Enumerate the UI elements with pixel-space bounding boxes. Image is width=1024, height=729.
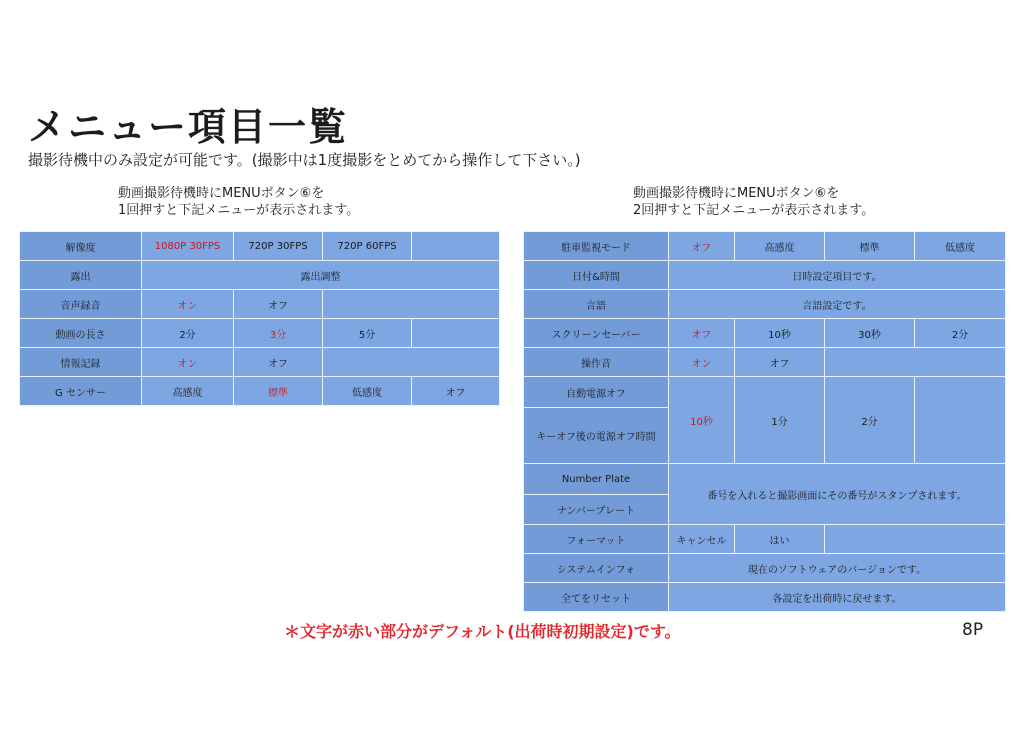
option-cell xyxy=(825,525,1006,554)
option-cell: オン xyxy=(142,290,234,319)
row-label-reset-all: 全てをリセット xyxy=(524,583,669,612)
option-cell xyxy=(323,348,500,377)
table-row xyxy=(20,290,500,319)
table-row xyxy=(524,554,1006,583)
row-label-date-time: 日付&時間 xyxy=(524,261,669,290)
option-cell: 10秒 xyxy=(735,319,825,348)
option-cell: 低感度 xyxy=(323,377,412,406)
row-label-language: 言語 xyxy=(524,290,669,319)
table-row xyxy=(524,464,1006,495)
option-cell: 1080P 30FPS xyxy=(142,232,234,261)
option-cell: 高感度 xyxy=(142,377,234,406)
option-cell: 日時設定項目です。 xyxy=(669,261,1006,290)
option-cell: 番号を入れると撮影画面にその番号がスタンプされます。 xyxy=(669,464,1006,525)
option-cell: 標準 xyxy=(234,377,323,406)
table-row xyxy=(524,583,1006,612)
table-row xyxy=(524,348,1006,377)
option-cell: 10秒 xyxy=(669,377,735,464)
left-caption-line-1: 動画撮影待機時にMENUボタン⑥を xyxy=(118,186,325,201)
option-cell: オフ xyxy=(234,290,323,319)
option-cell: 30秒 xyxy=(825,319,915,348)
table-row xyxy=(524,261,1006,290)
row-label-exposure: 露出 xyxy=(20,261,142,290)
option-cell: 現在のソフトウェアのバージョンです。 xyxy=(669,554,1006,583)
row-label-format: フォーマット xyxy=(524,525,669,554)
row-label-system-info: システムインフォ xyxy=(524,554,669,583)
table-row xyxy=(20,377,500,406)
option-cell: はい xyxy=(735,525,825,554)
row-label-key-off-power-off: キーオフ後の電源オフ時間 xyxy=(524,408,669,464)
row-label-number-plate: Number Plate xyxy=(524,464,669,495)
row-label-number-plate-jp: ナンバープレート xyxy=(524,495,669,525)
table-row xyxy=(524,232,1006,261)
option-cell: 各設定を出荷時に戻せます。 xyxy=(669,583,1006,612)
menu-table-1 xyxy=(19,231,500,406)
option-cell: 1分 xyxy=(735,377,825,464)
option-cell: 言語設定です。 xyxy=(669,290,1006,319)
default-note: ＊文字が赤い部分がデフォルト(出荷時初期設定)です。 xyxy=(284,622,681,641)
right-caption-line-1: 動画撮影待機時にMENUボタン⑥を xyxy=(633,186,840,201)
option-cell: オン xyxy=(142,348,234,377)
option-cell: キャンセル xyxy=(669,525,735,554)
option-cell: 3分 xyxy=(234,319,323,348)
table-row xyxy=(20,261,500,290)
option-cell xyxy=(412,319,500,348)
table-row xyxy=(524,377,1006,408)
left-caption-line-2: 1回押すと下記メニューが表示されます。 xyxy=(118,203,360,218)
option-cell: 2分 xyxy=(915,319,1006,348)
right-caption-line-2: 2回押すと下記メニューが表示されます。 xyxy=(633,203,875,218)
menu-table-2 xyxy=(523,231,1006,612)
table-row xyxy=(20,348,500,377)
option-cell: オン xyxy=(669,348,735,377)
page-title: メニュー項目一覧 xyxy=(28,105,349,149)
left-caption xyxy=(118,185,359,219)
option-cell: オフ xyxy=(234,348,323,377)
option-cell: 720P 30FPS xyxy=(234,232,323,261)
row-label-auto-power-off: 自動電源オフ xyxy=(524,377,669,408)
table-row xyxy=(524,290,1006,319)
option-cell: 高感度 xyxy=(735,232,825,261)
row-label-operation-sound: 操作音 xyxy=(524,348,669,377)
option-cell: 標準 xyxy=(825,232,915,261)
row-label-parking-mode: 駐車監視モード xyxy=(524,232,669,261)
row-label-screen-saver: スクリーンセーバー xyxy=(524,319,669,348)
row-label-audio-recording: 音声録音 xyxy=(20,290,142,319)
option-cell: 露出調整 xyxy=(142,261,500,290)
row-label-g-sensor: G センサー xyxy=(20,377,142,406)
table-row xyxy=(20,319,500,348)
option-cell: 低感度 xyxy=(915,232,1006,261)
table-row xyxy=(524,319,1006,348)
option-cell: 2分 xyxy=(825,377,915,464)
row-label-resolution: 解像度 xyxy=(20,232,142,261)
option-cell: 5分 xyxy=(323,319,412,348)
table-row xyxy=(524,525,1006,554)
row-label-info-recording: 情報記録 xyxy=(20,348,142,377)
option-cell: オフ xyxy=(669,232,735,261)
table-row xyxy=(20,232,500,261)
row-label-video-length: 動画の長さ xyxy=(20,319,142,348)
subtitle: 撮影待機中のみ設定が可能です。(撮影中は1度撮影をとめてから操作して下さい。) xyxy=(28,151,581,169)
option-cell xyxy=(412,232,500,261)
option-cell xyxy=(915,377,1006,464)
option-cell: 720P 60FPS xyxy=(323,232,412,261)
option-cell: オフ xyxy=(735,348,825,377)
page-number: 8P xyxy=(962,620,984,640)
option-cell: 2分 xyxy=(142,319,234,348)
option-cell xyxy=(323,290,500,319)
option-cell xyxy=(825,348,1006,377)
option-cell: オフ xyxy=(412,377,500,406)
option-cell: オフ xyxy=(669,319,735,348)
right-caption xyxy=(633,185,874,219)
